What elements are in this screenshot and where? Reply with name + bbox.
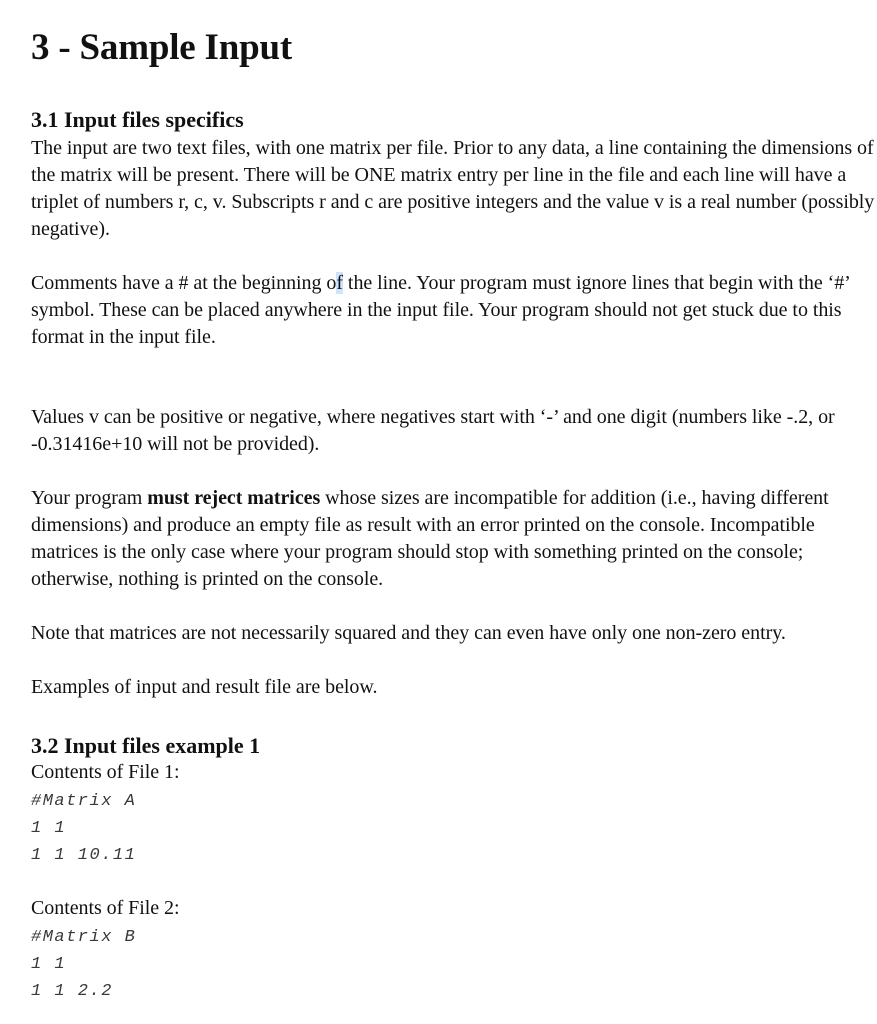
file1-line-3: 1 1 10.11 bbox=[31, 846, 137, 865]
file2-line-3: 1 1 2.2 bbox=[31, 982, 113, 1001]
comments-text-start: Comments have a # at the beginning o bbox=[31, 272, 337, 294]
file2-line-2: 1 1 bbox=[31, 955, 67, 974]
file2-label: Contents of File 2: bbox=[31, 897, 180, 919]
file1-line-1: #Matrix A bbox=[31, 792, 137, 811]
reject-text-end: whose sizes are incompatible for addition (i.e., having different dimensions) and produce an empty file as result with an error printed on the console. Incompatible matrices is the only case where your program should stop with something printed on the console; otherwise, nothing is printed on the console. bbox=[31, 487, 829, 590]
paragraph-reject bbox=[31, 485, 876, 593]
paragraph-examples-intro: Examples of input and result file are below. bbox=[31, 676, 378, 698]
section-heading-input-specifics: 3.1 Input files specifics bbox=[31, 107, 244, 132]
paragraph-values: Values v can be positive or negative, where negatives start with ‘-’ and one digit (numbers like -.2, or -0.31416e+10 will not be provided). bbox=[31, 406, 835, 455]
file1-label: Contents of File 1: bbox=[31, 761, 180, 783]
page-title: 3 - Sample Input bbox=[31, 27, 293, 68]
paragraph-comments bbox=[31, 270, 876, 351]
paragraph-note: Note that matrices are not necessarily squared and they can even have only one non-zero entry. bbox=[31, 622, 786, 644]
text-selection: f bbox=[336, 272, 343, 294]
file2-line-1: #Matrix B bbox=[31, 928, 137, 947]
comments-text-end: the line. Your program must ignore lines that begin with the ‘#’ symbol. These can be placed anywhere in the input file. Your program should not get stuck due to this format in the input file. bbox=[31, 272, 850, 348]
reject-bold-text: must reject matrices bbox=[147, 487, 321, 509]
reject-text-start: Your program bbox=[31, 487, 148, 509]
paragraph-input-description: The input are two text files, with one matrix per file. Prior to any data, a line containing the dimensions of the matrix will be present. There will be ONE matrix entry per line in the file and each line will have a triplet of numbers r, c, v. Subscripts r and c are positive integers and the value v is a real number (possibly negative). bbox=[31, 137, 875, 240]
section-heading-example-1: 3.2 Input files example 1 bbox=[31, 733, 261, 758]
file1-line-2: 1 1 bbox=[31, 819, 67, 838]
